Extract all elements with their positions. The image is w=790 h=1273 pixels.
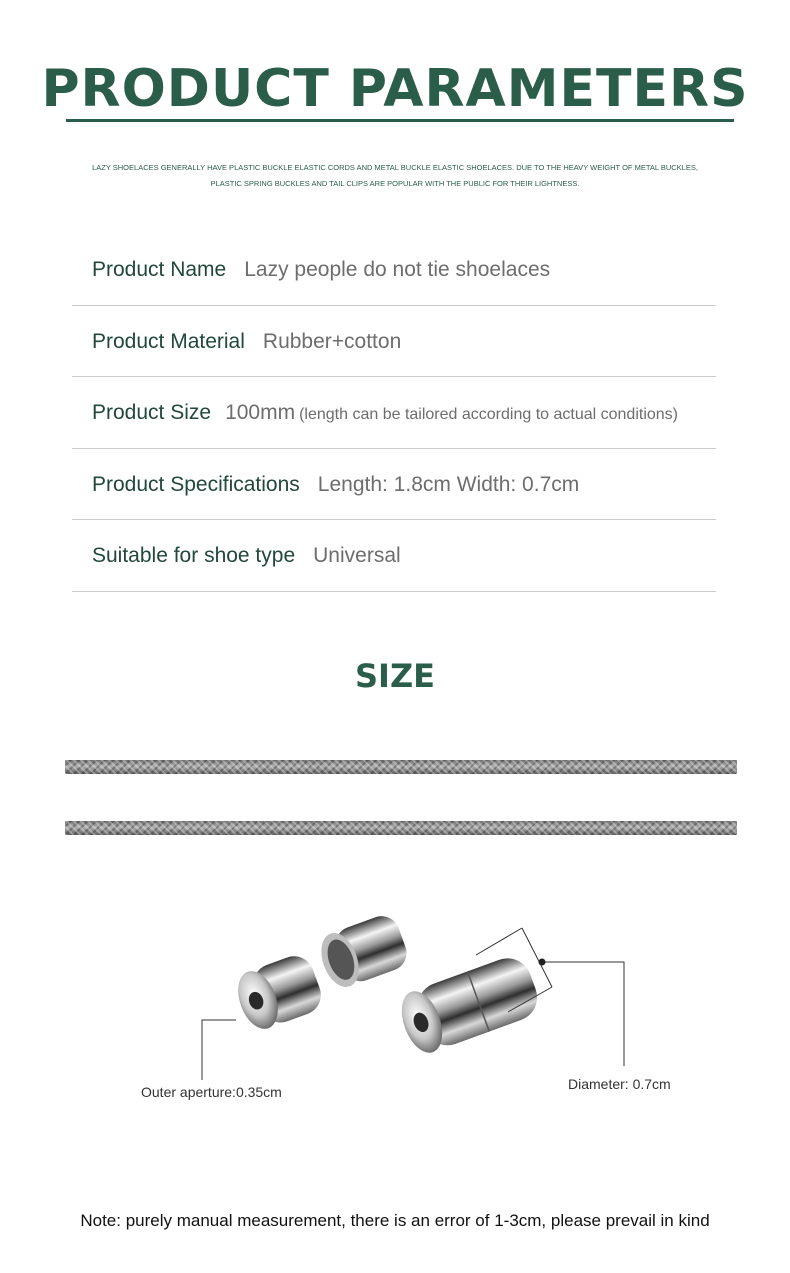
param-label: Product Name [92, 258, 227, 281]
param-label: Suitable for shoe type [92, 544, 296, 567]
aperture-callout-line [202, 1020, 236, 1080]
buckle-piece-left [231, 951, 327, 1035]
param-value: Rubber+cotton [262, 329, 402, 353]
param-value: Length: 1.8cm Width: 0.7cm [317, 472, 580, 496]
param-value: Universal [313, 544, 401, 567]
intro-line: PLASTIC SPRING BUCKLES AND TAIL CLIPS ARE POPULAR WITH THE PUBLIC FOR THEIR LIGHTNESS. [210, 179, 580, 188]
param-row-product-size [72, 377, 716, 449]
measurement-note: Note: purely manual measurement, there is an error of 1-3cm, please prevail in kind [80, 1211, 710, 1230]
param-label: Product Size [92, 401, 212, 424]
elastic-cord-image [65, 821, 737, 835]
diameter-callout-dot [539, 959, 546, 966]
param-row-product-specifications [72, 449, 716, 521]
parameters-table [72, 234, 716, 592]
title-underline [66, 119, 734, 122]
param-label: Product Specifications [92, 472, 300, 496]
size-heading: SIZE [354, 657, 435, 695]
param-value: Lazy people do not tie shoelaces [244, 258, 551, 281]
param-row-product-material [72, 306, 716, 378]
buckle-piece-middle [314, 911, 411, 992]
elastic-cord-image [65, 760, 737, 774]
page-title: PRODUCT PARAMETERS [41, 59, 749, 119]
param-value: 100mm [225, 401, 296, 424]
param-row-shoe-type [72, 520, 716, 592]
param-row-product-name [72, 234, 716, 306]
intro-line: LAZY SHOELACES GENERALLY HAVE PLASTIC BUCKLE ELASTIC CORDS AND METAL BUCKLE ELASTIC SHOELACES. DUE TO THE HEAVY WEIGHT OF METAL BUCKLES, [92, 163, 698, 172]
intro-text [0, 160, 790, 192]
param-label: Product Material [92, 329, 245, 353]
diameter-label: Diameter: 0.7cm [568, 1076, 671, 1092]
param-note: (length can be tailored according to actual conditions) [299, 406, 678, 423]
outer-aperture-label: Outer aperture:0.35cm [141, 1084, 282, 1100]
